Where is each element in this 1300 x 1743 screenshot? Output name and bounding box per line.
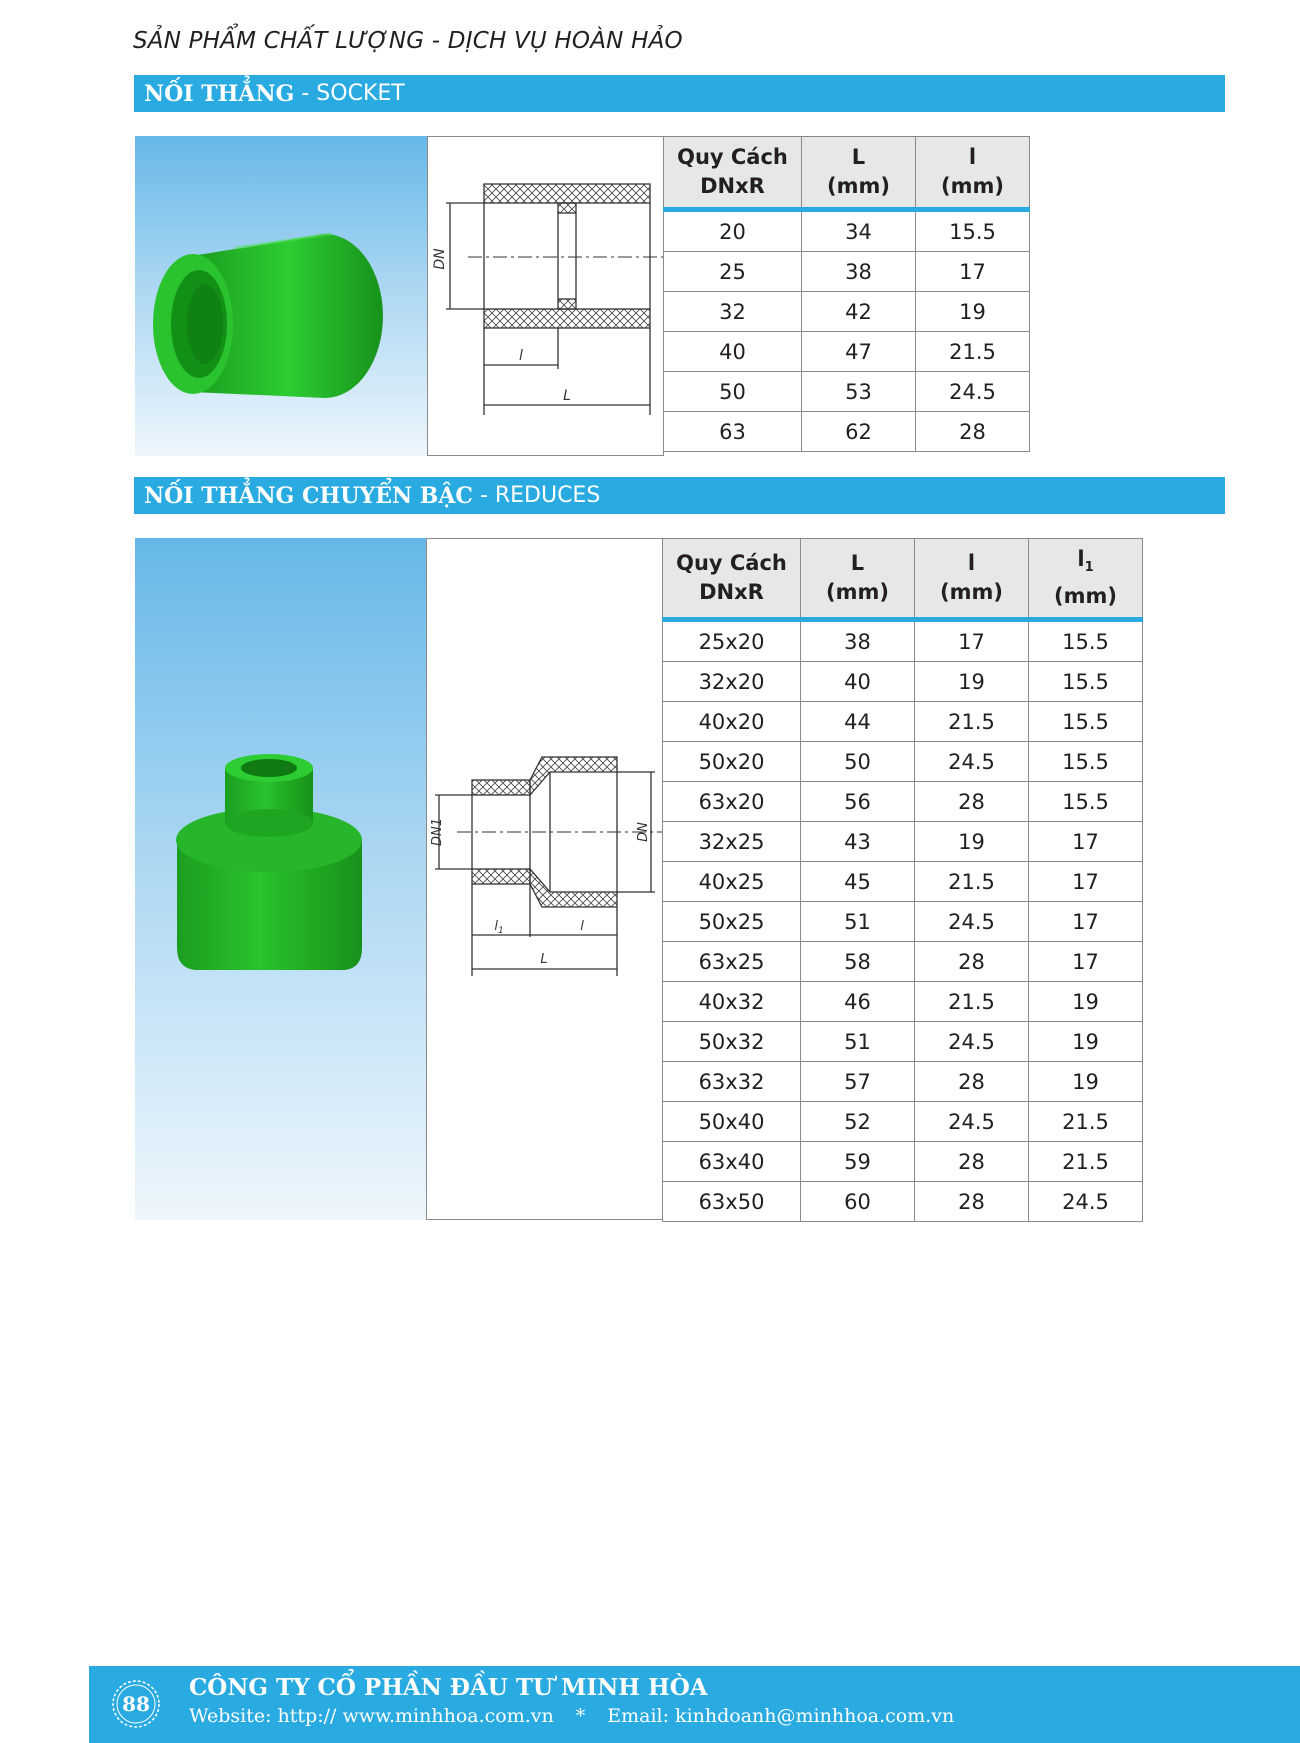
table-cell: 28 <box>915 1142 1029 1182</box>
table-cell: 24.5 <box>1029 1182 1143 1222</box>
table-cell: 63x50 <box>663 1182 801 1222</box>
table-cell: 20 <box>664 210 802 252</box>
table-cell: 40 <box>801 662 915 702</box>
table-cell: 57 <box>801 1062 915 1102</box>
table-cell: 19 <box>1029 1062 1143 1102</box>
col-header-size: Quy Cách DNxR <box>663 539 801 620</box>
table-cell: 50x40 <box>663 1102 801 1142</box>
table-row <box>663 942 1143 982</box>
table-cell: 32x25 <box>663 822 801 862</box>
table-cell: 17 <box>915 620 1029 662</box>
table-cell: 15.5 <box>916 210 1030 252</box>
table-cell: 25x20 <box>663 620 801 662</box>
table-cell: 32x20 <box>663 662 801 702</box>
table-cell: 15.5 <box>1029 782 1143 822</box>
table-cell: 40 <box>664 332 802 372</box>
section-title-en: REDUCES <box>494 483 601 508</box>
section-title-reduces <box>134 477 1225 514</box>
table-row <box>663 1102 1143 1142</box>
section-title-vn: NỐI THẲNG CHUYỂN BẬC <box>144 482 473 509</box>
contact-separator: * <box>575 1705 586 1727</box>
table-row <box>663 982 1143 1022</box>
table-cell: 24.5 <box>915 1102 1029 1142</box>
table-row <box>663 782 1143 822</box>
table-cell: 17 <box>1029 822 1143 862</box>
table-cell: 63x32 <box>663 1062 801 1102</box>
table-cell: 25 <box>664 252 802 292</box>
table-cell: 21.5 <box>916 332 1030 372</box>
table-cell: 19 <box>1029 982 1143 1022</box>
table-cell: 15.5 <box>1029 702 1143 742</box>
table-cell: 50 <box>801 742 915 782</box>
table-cell: 17 <box>1029 862 1143 902</box>
table-cell: 28 <box>915 1182 1029 1222</box>
table-row <box>663 620 1143 662</box>
table-cell: 15.5 <box>1029 662 1143 702</box>
table-cell: 53 <box>802 372 916 412</box>
table-cell: 63 <box>664 412 802 452</box>
col-header-l1: $l_1$ (mm) <box>1029 539 1143 620</box>
col-header-size: Quy Cách DNxR <box>664 137 802 210</box>
company-name: CÔNG TY CỔ PHẦN ĐẦU TƯ MINH HÒA <box>189 1674 708 1701</box>
dn-label: DN <box>432 248 448 270</box>
table-cell: 19 <box>1029 1022 1143 1062</box>
socket-photo <box>135 136 427 456</box>
table-cell: 21.5 <box>915 702 1029 742</box>
col-header-l: l (mm) <box>915 539 1029 620</box>
table-cell: 19 <box>915 822 1029 862</box>
table-row <box>664 292 1030 332</box>
table-cell: 21.5 <box>915 982 1029 1022</box>
page-number: 88 <box>122 1692 150 1716</box>
table-cell: 63x25 <box>663 942 801 982</box>
table-row <box>663 702 1143 742</box>
table-cell: 15.5 <box>1029 742 1143 782</box>
table-row <box>664 252 1030 292</box>
table-row <box>664 332 1030 372</box>
table-row <box>664 412 1030 452</box>
table-cell: 28 <box>915 942 1029 982</box>
section-title-en: SOCKET <box>316 81 405 106</box>
table-cell: 40x25 <box>663 862 801 902</box>
reducer-fitting-image <box>135 538 426 1220</box>
dn1-label: DN1 <box>430 817 445 847</box>
table-cell: 62 <box>802 412 916 452</box>
table-cell: 15.5 <box>1029 620 1143 662</box>
table-cell: 47 <box>802 332 916 372</box>
table-cell: 52 <box>801 1102 915 1142</box>
table-row <box>664 372 1030 412</box>
page-number-badge <box>110 1678 162 1730</box>
table-cell: 50 <box>664 372 802 412</box>
section-title-sep: - <box>294 81 317 106</box>
table-cell: 28 <box>915 1062 1029 1102</box>
table-cell: 63x20 <box>663 782 801 822</box>
table-cell: 51 <box>801 902 915 942</box>
table-cell: 17 <box>1029 902 1143 942</box>
email-link[interactable]: Email: kinhdoanh@minhhoa.com.vn <box>607 1705 955 1727</box>
table-row <box>663 862 1143 902</box>
table-cell: 50x32 <box>663 1022 801 1062</box>
table-row <box>663 822 1143 862</box>
table-cell: 59 <box>801 1142 915 1182</box>
table-cell: 17 <box>916 252 1030 292</box>
contact-line <box>189 1705 954 1727</box>
table-row <box>664 210 1030 252</box>
table-cell: 21.5 <box>915 862 1029 902</box>
table-cell: 21.5 <box>1029 1142 1143 1182</box>
col-header-L: L (mm) <box>801 539 915 620</box>
l1-label: $l_1$ <box>494 919 504 936</box>
table-cell: 24.5 <box>915 902 1029 942</box>
table-row <box>663 742 1143 782</box>
section-title-sep: - <box>472 483 495 508</box>
table-cell: 60 <box>801 1182 915 1222</box>
big-l-label: L <box>540 952 548 967</box>
table-cell: 63x40 <box>663 1142 801 1182</box>
l-label: l <box>519 348 523 364</box>
table-cell: 28 <box>915 782 1029 822</box>
table-cell: 43 <box>801 822 915 862</box>
table-cell: 24.5 <box>916 372 1030 412</box>
table-cell: 17 <box>1029 942 1143 982</box>
table-cell: 38 <box>801 620 915 662</box>
dn-label: DN <box>636 822 651 842</box>
table-cell: 44 <box>801 702 915 742</box>
table-cell: 40x20 <box>663 702 801 742</box>
page-footer <box>89 1666 1300 1743</box>
reduces-drawing <box>426 538 663 1220</box>
socket-fitting-image <box>135 136 427 456</box>
col-header-L: L (mm) <box>802 137 916 210</box>
reduces-photo <box>135 538 426 1220</box>
table-cell: 28 <box>916 412 1030 452</box>
table-cell: 24.5 <box>915 742 1029 782</box>
table-cell: 58 <box>801 942 915 982</box>
table-row <box>663 902 1143 942</box>
table-cell: 50x20 <box>663 742 801 782</box>
l-label: l <box>580 919 584 934</box>
table-cell: 32 <box>664 292 802 332</box>
reduces-spec-table <box>662 538 1143 1222</box>
page-slogan: SẢN PHẨM CHẤT LƯỢNG - DỊCH VỤ HOÀN HẢO <box>133 28 683 54</box>
table-cell: 42 <box>802 292 916 332</box>
socket-spec-table <box>663 136 1030 452</box>
table-cell: 45 <box>801 862 915 902</box>
table-cell: 46 <box>801 982 915 1022</box>
table-cell: 50x25 <box>663 902 801 942</box>
section-title-vn: NỐI THẲNG <box>144 80 295 107</box>
table-cell: 38 <box>802 252 916 292</box>
table-row <box>663 1182 1143 1222</box>
socket-drawing <box>427 136 664 456</box>
table-row <box>663 662 1143 702</box>
big-l-label: L <box>563 388 571 404</box>
table-cell: 56 <box>801 782 915 822</box>
table-cell: 51 <box>801 1022 915 1062</box>
table-cell: 19 <box>916 292 1030 332</box>
table-row <box>663 1022 1143 1062</box>
section-title-socket <box>134 75 1225 112</box>
table-row <box>663 1142 1143 1182</box>
table-row <box>663 1062 1143 1102</box>
website-link[interactable]: Website: http:// www.minhhoa.com.vn <box>189 1705 554 1727</box>
col-header-l: l (mm) <box>916 137 1030 210</box>
table-cell: 34 <box>802 210 916 252</box>
table-cell: 19 <box>915 662 1029 702</box>
table-cell: 40x32 <box>663 982 801 1022</box>
table-cell: 21.5 <box>1029 1102 1143 1142</box>
table-cell: 24.5 <box>915 1022 1029 1062</box>
